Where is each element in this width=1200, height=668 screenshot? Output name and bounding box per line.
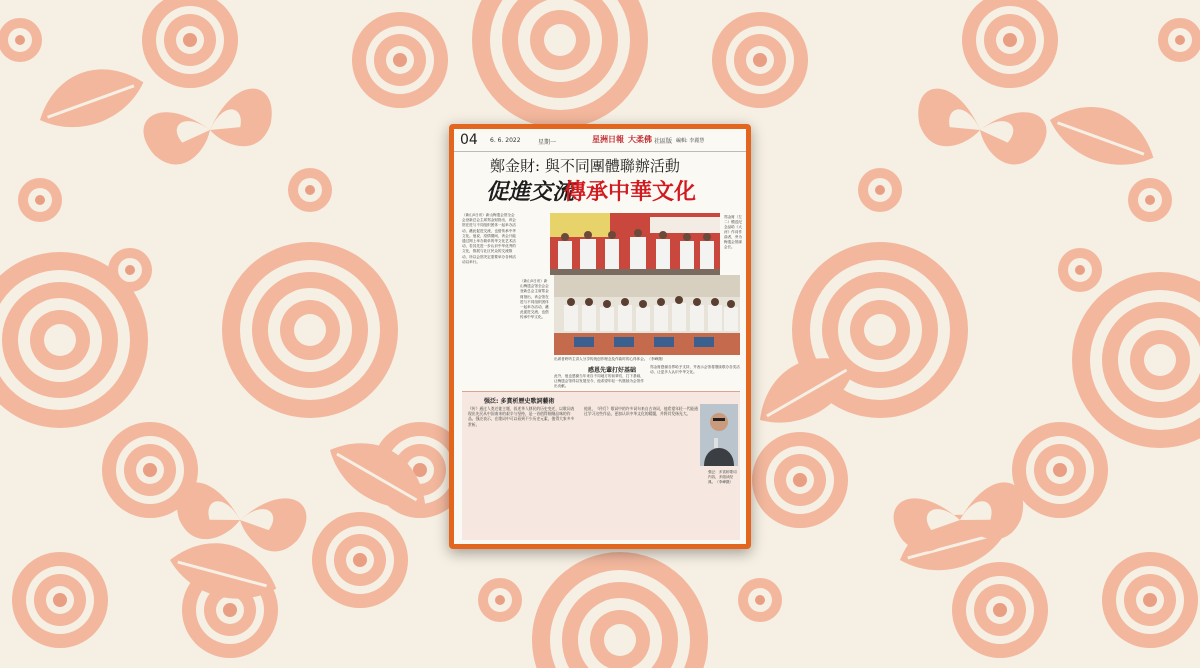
photo-speaker-caption: 强泛：多赏析歌词内容，多阅读经典。（李峰摄）	[708, 470, 737, 484]
photo-audience-image	[554, 275, 740, 355]
article-column-4: 郑金财感谢各界给予支持，并表示会馆将继续联办各类活动，让更多人认识中华文化。	[650, 365, 740, 375]
article-column-2: （新山5日讯）新山梅遗会馆全会会登新总会主席郑金财指出，该会馆在进与不同组织团体一起举办活动，藉此促进交流，也借传承中华文化。	[520, 279, 549, 320]
photo-ceremony-image	[550, 213, 720, 275]
headline-top: 鄭金財: 與不同團體聯辦活動	[490, 157, 680, 175]
photo-ceremony	[550, 213, 720, 275]
photo-caption-right: 郑金财（左二）赠送纪念品给《大河》作词作曲者，旁为梅遗会馆副会长。	[724, 215, 742, 249]
newspaper-page	[454, 129, 746, 544]
photo-audience	[554, 275, 740, 355]
sub-heading-1: 感恩先輩打好基础	[588, 367, 637, 374]
issue-weekday: 星期一	[538, 139, 557, 146]
page-number: 04	[460, 132, 478, 148]
article-column-1: （新山5日讯）新山梅遗会馆全会会登新总会主席郑金财指出，该会馆在进与不同组织团体一起举办活动，藉此促进交流，也借传承中华文化。他说，疫情期间，该会只能通过网上举办简单的华文化艺术活动，若其先进一步认识中华优秀的文化，推展与社区民众的交流推动，所以会馆决定需要举办各种活动以举行。	[462, 213, 516, 264]
photo-speaker	[700, 404, 738, 466]
article-column-3: 此外，他也感谢当年来自不同地方的前辈们，打下基础，让梅遗会馆得以发展至今，他希望年轻一代继续为会馆作出贡献。	[554, 374, 644, 388]
issue-date: 6. 6. 2022	[490, 137, 521, 144]
section-suffix: 社區版	[654, 138, 673, 145]
section-logo: 大柔佛	[628, 135, 652, 144]
paper-logo: 星洲日報	[592, 135, 624, 144]
lower-article-column-2: 他说，《传灯》歌词中的许多词句来自古诗词，他希望年轻一代能通过学习这些作品，更加认识中华文化的精髓，并将其发扬光大。	[584, 406, 698, 417]
photo-speaker-image	[700, 404, 738, 466]
masthead	[454, 129, 746, 152]
editor-credit: 編輯: 李麗慧	[676, 138, 705, 144]
sub-heading-2: 强泛: 多賞析歷史歌詞藝術	[484, 398, 555, 405]
headline-main-part-a: 促進交流	[486, 179, 575, 205]
photo-audience-caption: 出席者聆听主讲人分享传统创作理念及作曲时的心得体会。（李峰摄）	[554, 357, 666, 361]
lower-article-box	[462, 391, 740, 540]
headline-main-part-b: 傳承中華文化	[564, 180, 697, 205]
lower-article-column-1: 《传》通过人类迁徙主题，叙述华人移民的历史变迁，以歌词表现出先民从中国南来的艰辛与坚持，是一首值得细细品味的作品。强泛表示，在歌词中可以看到不少历史元素，值得大家多多赏析。	[468, 406, 575, 427]
